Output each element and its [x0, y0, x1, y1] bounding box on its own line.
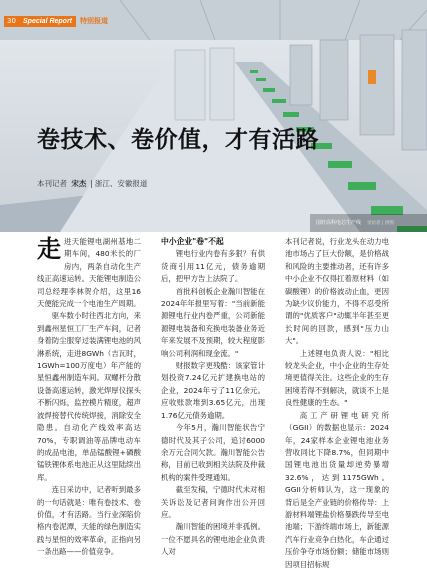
page-number: 30: [4, 16, 19, 27]
paragraph-text: 进天能锂电湖州基地二期车间，480米长的厂房内，两条自动化生产线正高速运转。天能锂电制造公司总经理李林贺介绍，这里16天便能完成一个电池生产周期。: [37, 237, 141, 309]
byline: [37, 178, 147, 189]
subheading: 中小企业"卷"不起: [161, 237, 224, 246]
paragraph: 本刊记者说，行业龙头在动力电池市场占了巨大份额，是价格战和风险的主要推动者，还有许多中小企业不仅得扛着原材料（如碳酸锂）的价格波动止血，更因为缺少议价能力，不得不忍受所谓的"优质客户"动辄半年甚至更长时间的回款，感到"压力山大"。: [285, 237, 389, 346]
article-column-2: [161, 236, 265, 559]
byline-location: 浙江、安徽报道: [94, 179, 148, 188]
paragraph: 锂电行业内卷有多狠？有供货商引用11亿元，债务逾期后，把甲方告上法院了。: [161, 249, 265, 284]
photo-credit: 受访者 | 供图: [367, 221, 394, 226]
section-label: 特别报道: [80, 17, 108, 25]
paragraph: 连日采访中，记者听到最多的一句话就是：唯有卷技术、卷价值，才有活路。当行业深陷价格内卷泥潭，天能的绿色制造实践与星恒的效率革命，正指向另一条出路——价值竞争。: [37, 485, 141, 557]
paragraph: 今年5月，瀚川智能状告宁德时代及其子公司，追讨6000余万元合同欠款。瀚川智能公告称，目前已收到相关法院及仲裁机构的案件受理通知。: [161, 423, 265, 482]
paragraph: 财报数字更残酷：该家管计划投资7.24亿元扩建换电站的企业，2024年亏了11亿余元。应收账款堆到3.65亿元，出现1.76亿元债务逾期。: [161, 361, 265, 420]
article-title: 卷技术、卷价值，才有活路: [37, 127, 319, 153]
paragraph: 截至发稿，宁德时代未对相关诉讼及记者问询作出公开回应。: [161, 485, 265, 519]
paragraph: 驱车数小时往西北方向，来到鑫州星恒工厂生产车间，记者身着防尘服穿过装满锂电池的风淋系统，走进8GWh（吉瓦时，1GWh=100万度电）年产能的星恒鑫州制造车间。双螺杆分散设备高速运转，激光焊厚仪探头不断闪烁，监控模片精度，超声波焊接替代传统焊接，消除安全隐患。自动化产线效率高达70%，专职调油等品牌电动车的成品电池，单品锰酸锂+磷酸锰铁锂体系电池正从这里陆续出库。: [37, 311, 141, 482]
caption-text: 国轩高科电芯生产线: [316, 220, 362, 226]
paragraph: 高工产研锂电研究所（GGII）的数据也显示：2024年，24家样本企业锂电池业务营收同比下降8.7%，但同期中国锂电池出货量却逆势暴增32.6%，达到1175GWh。GGII分析师认为，这一现象的背后是全产业链的价格传导：上游材料端锂盐价格暴跌传导至电池端；下游终端市场上，新能源汽车行业竞争白热化，车企通过压价争夺市场份额；储能市场则因项目招标规: [285, 410, 389, 569]
paragraph: 上述锂电负责人说："相比较龙头企业，中小企业的生存处境更值得关注。这些企业的生存困境若得不到解决，就谈不上是良性健康的生态。": [285, 348, 389, 408]
byline-prefix: 本刊记者: [37, 179, 67, 188]
photo-caption: [316, 219, 394, 228]
report-label: Special Report: [19, 16, 76, 27]
article-column-3: [285, 236, 389, 571]
byline-separator: |: [90, 179, 93, 188]
paragraph: 首批科创板企业瀚川智能在2024年年报里写着："当前新能源锂电行业内卷严重，公司新能源锂电装备和充换电装备业务近年来发展不及预期，较大程度影响公司利润和现金流。": [161, 286, 265, 358]
page-header: [0, 0, 427, 30]
drop-cap: 走: [37, 235, 61, 263]
paragraph: 瀚川智能的困境并非孤例。一位不愿具名的锂电池企业负责人对: [161, 522, 265, 557]
article-column-1: [37, 236, 141, 559]
production-line-illustration: [0, 0, 427, 232]
factory-photo: [0, 0, 427, 232]
paragraph: [37, 236, 141, 310]
reporter-name: 宋杰: [71, 179, 87, 188]
